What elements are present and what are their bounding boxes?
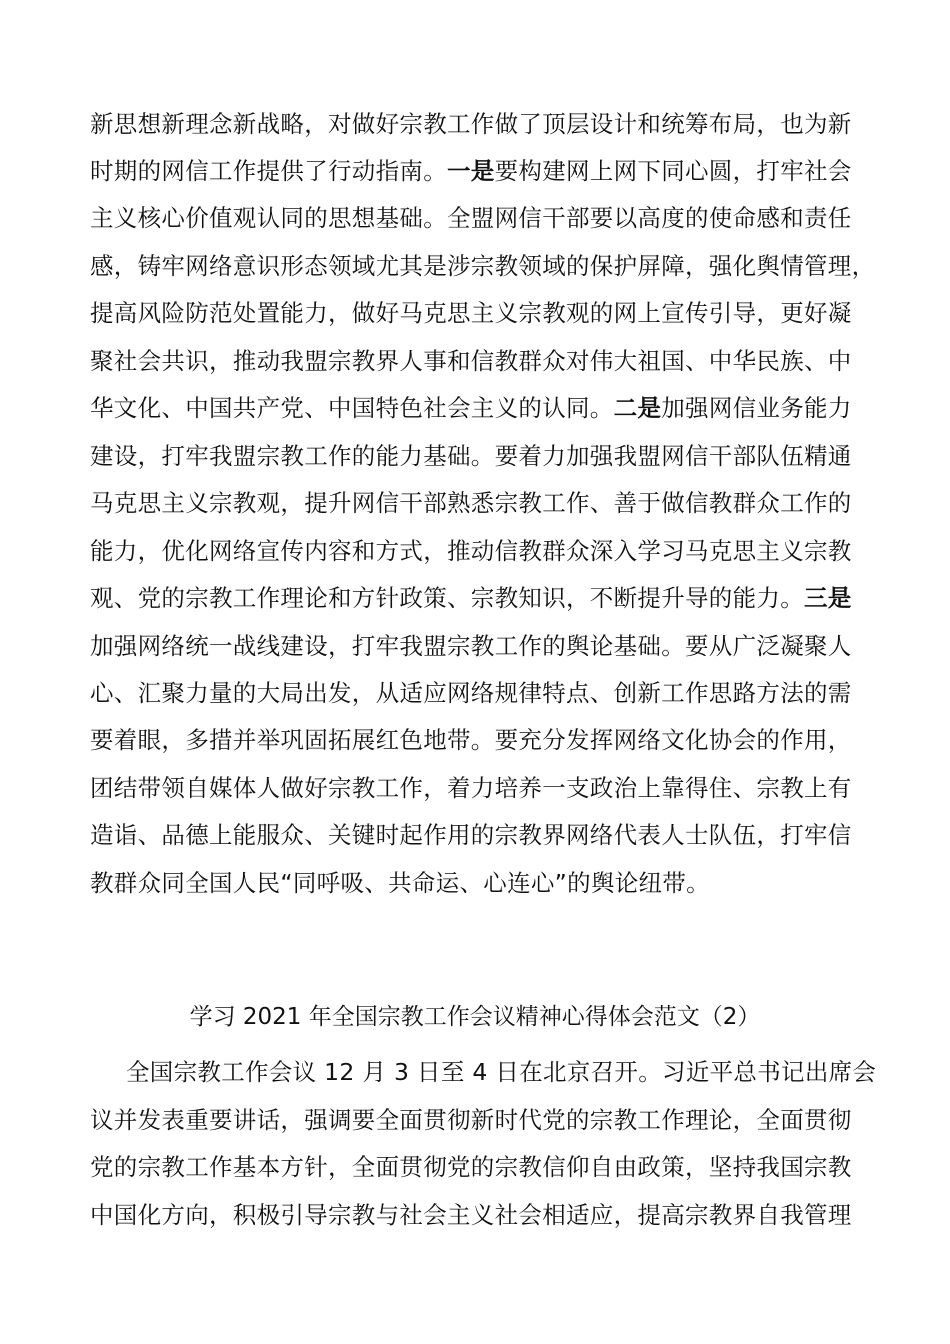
paragraph-line [90,151,870,191]
paragraph-line [90,104,870,144]
text-run: 议并发表重要讲话，强调要全面贯彻新时代党的宗教工作理论，全面贯彻 [90,1106,852,1134]
paragraph-line [90,1195,870,1235]
text-run: 心、汇聚力量的大局出发，从适应网络规律特点、创新工作思路方法的需 [90,679,852,707]
text-run: 主义核心价值观认同的思想基础。全盟网信干部要以高度的使命感和责任 [90,204,852,232]
text-run: 建设，打牢我盟宗教工作的能力基础。要着力加强我盟网信干部队伍精通 [90,442,852,470]
section-heading: 学习 2021 年全国宗教工作会议精神心得体会范文（2） [189,1004,761,1030]
text-run: 时期的网信工作提供了行动指南。 [90,157,447,185]
paragraph-line [90,1147,870,1187]
text-run: 聚社会共识，推动我盟宗教界人事和信教群众对伟大祖国、中华民族、中 [90,347,852,375]
text-run: 中国化方向，积极引导宗教与社会主义社会相适应，提高宗教界自我管理 [90,1201,852,1229]
paragraph-line [90,815,870,855]
text-run: 观、党的宗教工作理论和方针政策、宗教知识，不断提升导的能力。 [90,584,804,612]
paragraph-line [90,436,870,476]
paragraph-line [90,341,870,381]
paragraph-line [90,863,870,903]
text-run: 加强网络统一战线建设，打牢我盟宗教工作的舆论基础。要从广泛凝聚人 [90,632,852,660]
text-run: 提高风险防范处置能力，做好马克思主义宗教观的网上宣传引导，更好凝 [90,299,852,327]
bold-marker: 二是 [613,394,662,422]
text-run: 感，铸牢网络意识形态领域尤其是涉宗教领域的保护屏障，强化舆情管理， [90,252,876,280]
text-run: 教群众同全国人民“同呼吸、共命运、心连心”的舆论纽带。 [90,869,710,897]
bold-marker: 三是 [804,584,852,612]
paragraph-line [90,388,870,428]
text-run: 要构建网上网下同心圆，打牢社会 [494,157,852,185]
text-run: 党的宗教工作基本方针，全面贯彻党的宗教信仰自由政策，坚持我国宗教 [90,1153,852,1181]
paragraph-line [90,673,870,713]
text-run: 要着眼，多措并举巩固拓展红色地带。要充分发挥网络文化协会的作用， [90,726,852,754]
paragraph-line [90,1100,870,1140]
bold-marker: 一是 [447,157,495,185]
text-run: 全国宗教工作会议 12 月 3 日至 4 日在北京召开。习近平总书记出席会 [126,1058,877,1086]
text-run: 华文化、中国共产党、中国特色社会主义的认同。 [90,394,614,422]
paragraph-line [90,578,870,618]
paragraph-line [90,768,870,808]
paragraph-line [90,626,870,666]
text-run: 新思想新理念新战略，对做好宗教工作做了顶层设计和统筹布局，也为新 [90,110,852,138]
text-run: 加强网信业务能力 [661,394,852,422]
paragraph-line [90,720,870,760]
paragraph-line [90,246,876,286]
paragraph-line [90,531,870,571]
text-run: 马克思主义宗教观，提升网信干部熟悉宗教工作、善于做信教群众工作的 [90,489,852,517]
text-run: 造诣、品德上能服众、关键时起作用的宗教界网络代表人士队伍，打牢信 [90,821,852,849]
paragraph-line [90,483,870,523]
text-run: 团结带领自媒体人做好宗教工作，着力培养一支政治上靠得住、宗教上有 [90,774,852,802]
paragraph-line [90,293,870,333]
text-run: 能力，优化网络宣传内容和方式，推动信教群众深入学习马克思主义宗教 [90,537,852,565]
paragraph-line [90,198,870,238]
paragraph-line [90,1052,877,1092]
